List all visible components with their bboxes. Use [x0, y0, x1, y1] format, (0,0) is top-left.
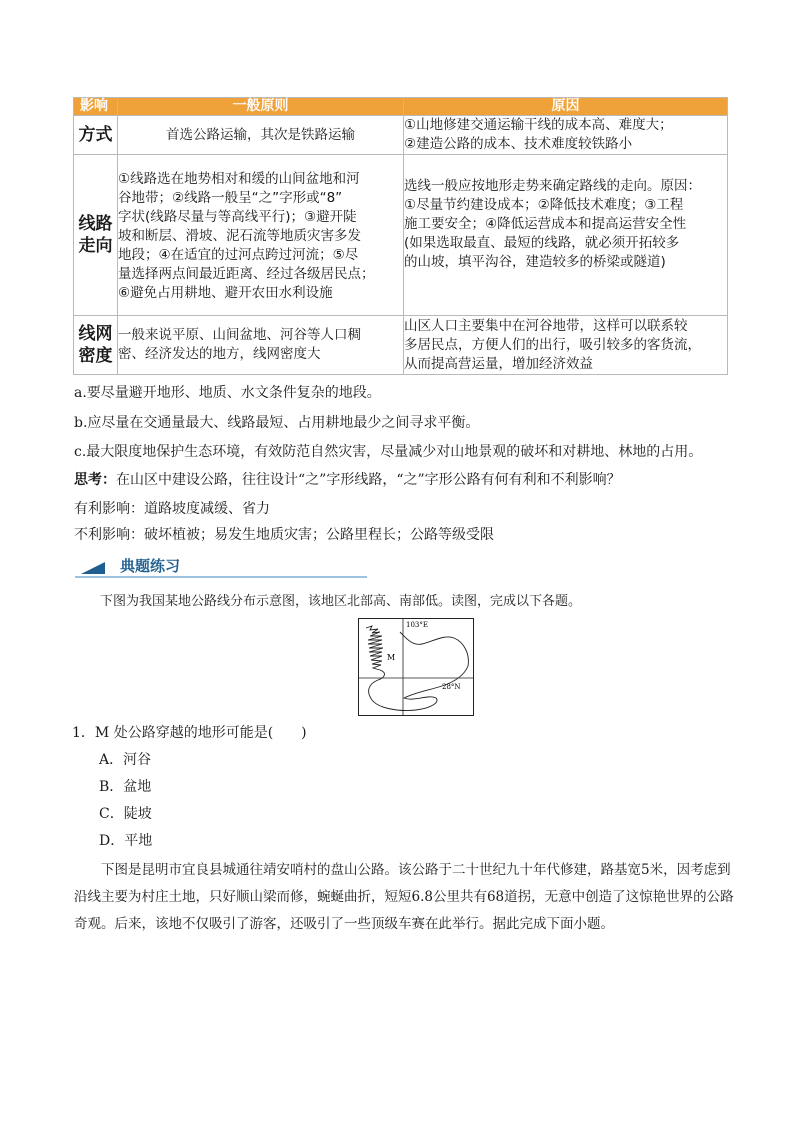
principles-table [73, 97, 728, 375]
table-row [74, 316, 728, 375]
reason-line: (如果选取最直、最短的线路，就必须开拓较多 [404, 235, 680, 251]
principle-cell [118, 316, 404, 375]
row-label-line: 密度 [78, 346, 113, 366]
option-a: A．河谷 [99, 752, 152, 768]
passage-text: 下图是昆明市宜良县城通往靖安哨村的盘山公路。该公路于二十世纪九十年代修建，路基宽5米，因考虑到沿线主要为村庄土地，只好顺山梁而修，蜿蜒曲折，短短6.8公里共有68道拐，无意中创造了这惊艳世界的公路奇观。后来，该地不仅吸引了游客，还吸引了一些顶级车赛在此举行。据此完成下面小题。 [74, 862, 734, 932]
row-label-line: 线路 [78, 214, 113, 234]
principle-line: ⑥避免占用耕地、避开农田水利设施 [118, 284, 333, 301]
option-c: C．陡坡 [99, 806, 152, 822]
principle-line: 密、经济发达的地方，线网密度大 [118, 346, 321, 362]
bad-effect: 不利影响：破坏植被；易发生地质灾害；公路里程长；公路等级受限 [74, 527, 494, 543]
principle-cell [118, 116, 404, 155]
latitude-label: 28°N [442, 683, 461, 691]
principle-line: ①线路选在地势相对和缓的山间盆地和河 [118, 170, 360, 187]
reason-cell [404, 316, 728, 375]
section-marker-icon [81, 562, 105, 574]
principle-line: 字状(线路尽量与等高线平行)；③避开陡 [118, 208, 357, 225]
principle-cell [118, 155, 404, 316]
row-label-density [74, 316, 118, 375]
reason-line: ①山地修建交通运输干线的成本高、难度大； [404, 117, 673, 133]
principle-line: 地段；④在适宜的过河点跨过河流；⑤尽 [118, 246, 359, 263]
reason-line: 施工要安全；④降低运营成本和提高运营安全性 [404, 216, 687, 232]
principle-line: 谷地带；②线路一般呈“之”字形或“8” [118, 189, 343, 206]
table-row [74, 155, 728, 316]
map-intro: 下图为我国某地公路线分布示意图，该地区北部高、南部低。读图，完成以下各题。 [100, 594, 582, 609]
road-map-figure [358, 618, 474, 716]
table-row [74, 116, 728, 155]
header-influence: 影响 [74, 98, 118, 116]
principle-line: 坡和断层、滑坡、泥石流等地质灾害多发 [118, 227, 361, 244]
principle-line: 量选择两点间最近距离、经过各级居民点； [118, 265, 375, 282]
point-m-label: M [387, 653, 396, 662]
row-label-line: 线网 [78, 324, 113, 344]
reason-line: ①尽量节约建设成本；②降低技术难度；③工程 [404, 197, 684, 213]
section-underline [75, 576, 367, 578]
reason-cell [404, 116, 728, 155]
longitude-label: 103°E [406, 621, 428, 629]
note-a: a.要尽量避开地形、地质、水文条件复杂的地段。 [74, 385, 381, 401]
note-b: b.应尽量在交通量最大、线路最短、占用耕地最少之间寻求平衡。 [74, 415, 480, 431]
row-label-line: 走向 [78, 236, 113, 256]
section-title: 典题练习 [120, 557, 181, 575]
question-1-stem: 1．M 处公路穿越的地形可能是( ) [72, 725, 307, 741]
think-label: 思考： [74, 472, 116, 488]
reason-line: 选线一般应按地形走势来确定路线的走向。原因： [404, 178, 701, 194]
table-header-row [74, 98, 728, 116]
option-b: B．盆地 [99, 779, 152, 795]
reason-line: 多居民点，方便人们的出行，吸引较多的客货流， [404, 336, 701, 353]
think-question [74, 470, 621, 490]
row-label-mode: 方式 [74, 116, 118, 155]
principle-line: 首选公路运输，其次是铁路运输 [166, 126, 355, 143]
header-principle: 一般原则 [118, 98, 404, 116]
think-text: 在山区中建设公路，往往设计“之”字形线路，“之”字形公路有何有利和不利影响？ [116, 472, 621, 488]
note-c: c.最大限度地保护生态环境，有效防范自然灾害，尽量减少对山地景观的破坏和对耕地、林地的占用。 [74, 444, 703, 460]
reason-line: 的山坡，填平沟谷，建造较多的桥梁或隧道) [404, 254, 666, 270]
passage [74, 857, 734, 938]
option-d: D．平地 [99, 833, 153, 849]
reason-line: 从而提高营运量，增加经济效益 [404, 355, 593, 372]
reason-line: 山区人口主要集中在河谷地带，这样可以联系较 [404, 317, 688, 334]
section-header [75, 556, 375, 580]
principle-line: 一般来说平原、山间盆地、河谷等人口稠 [118, 327, 361, 343]
good-effect: 有利影响：道路坡度减缓、省力 [74, 501, 270, 517]
reason-cell [404, 155, 728, 316]
reason-line: ②建造公路的成本、技术难度较铁路小 [404, 136, 633, 152]
header-reason: 原因 [404, 98, 728, 116]
row-label-route [74, 155, 118, 316]
